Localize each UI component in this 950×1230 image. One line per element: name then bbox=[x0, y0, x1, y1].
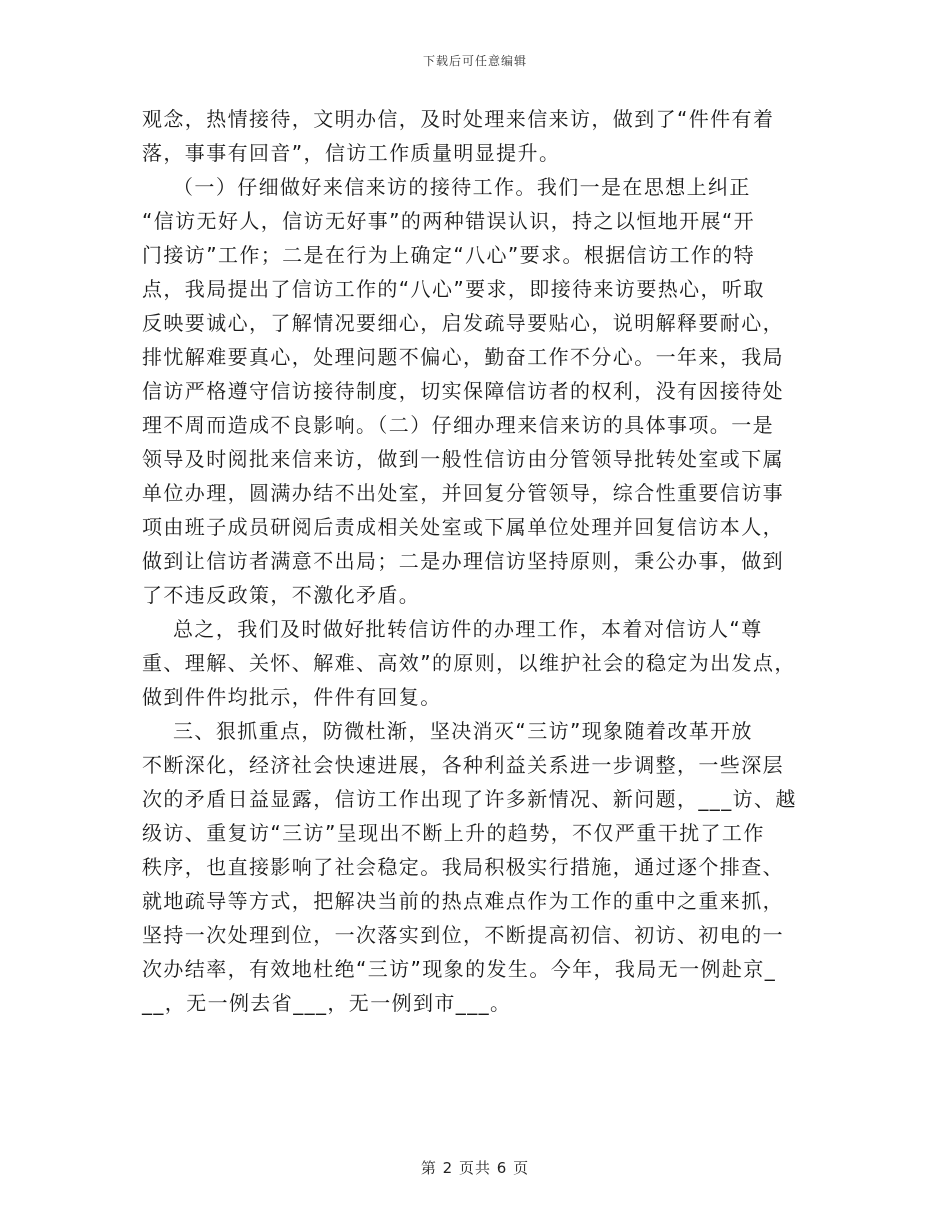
text-line: 级访、重复访“三访”呈现出不断上升的趋势，不仅严重干扰了工作 bbox=[142, 821, 765, 845]
text-line: 做到让信访者满意不出局；二是办理信访坚持原则，秉公办事，做到 bbox=[142, 549, 784, 573]
text-line: 总之，我们及时做好批转信访件的办理工作，本着对信访人“尊 bbox=[142, 617, 763, 641]
text-line: 落，事事有回音”，信访工作质量明显提升。 bbox=[142, 141, 561, 165]
text-line: “信访无好人，信访无好事”的两种错误认识，持之以恒地开展“开 bbox=[142, 209, 756, 233]
text-line: 就地疏导等方式，把解决当前的热点难点作为工作的重中之重来抓， bbox=[142, 889, 784, 913]
text-line: 坚持一次处理到位，一次落实到位，不断提高初信、初访、初电的一 bbox=[142, 923, 784, 947]
text-line: 观念，热情接待，文明办信，及时处理来信来访，做到了“件件有着 bbox=[142, 107, 775, 131]
text-line: 次办结率，有效地杜绝“三访”现象的发生。今年，我局无一例赴京_ bbox=[142, 957, 777, 981]
text-line: 排忧解难要真心，处理问题不偏心，勤奋工作不分心。一年来，我局 bbox=[142, 345, 784, 369]
text-line: 不断深化，经济社会快速进展，各种利益关系进一步调整，一些深层 bbox=[142, 753, 784, 777]
text-line: 信访严格遵守信访接待制度，切实保障信访者的权利，没有因接待处 bbox=[142, 379, 784, 403]
page-header: 下载后可任意编辑 bbox=[422, 54, 527, 68]
page-number: 第 2 页共 6 页 bbox=[420, 1159, 530, 1177]
text-line: 重、理解、关怀、解难、高效”的原则，以维护社会的稳定为出发点， bbox=[142, 651, 796, 675]
text-line: 门接访”工作；二是在行为上确定“八心”要求。根据信访工作的特 bbox=[142, 243, 756, 267]
text-line: （一）仔细做好来信来访的接待工作。我们一是在思想上纠正 bbox=[142, 175, 751, 199]
text-line: 点，我局提出了信访工作的“八心”要求，即接待来访要热心，听取 bbox=[142, 277, 765, 301]
text-line: 单位办理，圆满办结不出处室，并回复分管领导，综合性重要信访事 bbox=[142, 481, 784, 505]
document-body bbox=[142, 102, 820, 1020]
text-line: __，无一例去省___，无一例到市___。 bbox=[142, 991, 512, 1015]
text-line: 秩序，也直接影响了社会稳定。我局积极实行措施，通过逐个排查、 bbox=[142, 855, 784, 879]
text-line: 三、狠抓重点，防微杜渐，坚决消灭“三访”现象随着改革开放 bbox=[142, 719, 753, 743]
text-line: 领导及时阅批来信来访，做到一般性信访由分管领导批转处室或下属 bbox=[142, 447, 784, 471]
text-line: 理不周而造成不良影响。（二）仔细办理来信来访的具体事项。一是 bbox=[142, 413, 774, 437]
text-line: 次的矛盾日益显露，信访工作出现了许多新情况、新问题，___访、越 bbox=[142, 787, 797, 811]
text-line: 做到件件均批示，件件有回复。 bbox=[142, 685, 442, 709]
text-line: 项由班子成员研阅后责成相关处室或下属单位处理并回复信访本人， bbox=[142, 515, 784, 539]
text-line: 了不违反政策，不激化矛盾。 bbox=[142, 583, 421, 607]
text-line: 反映要诚心，了解情况要细心，启发疏导要贴心，说明解释要耐心， bbox=[142, 311, 784, 335]
